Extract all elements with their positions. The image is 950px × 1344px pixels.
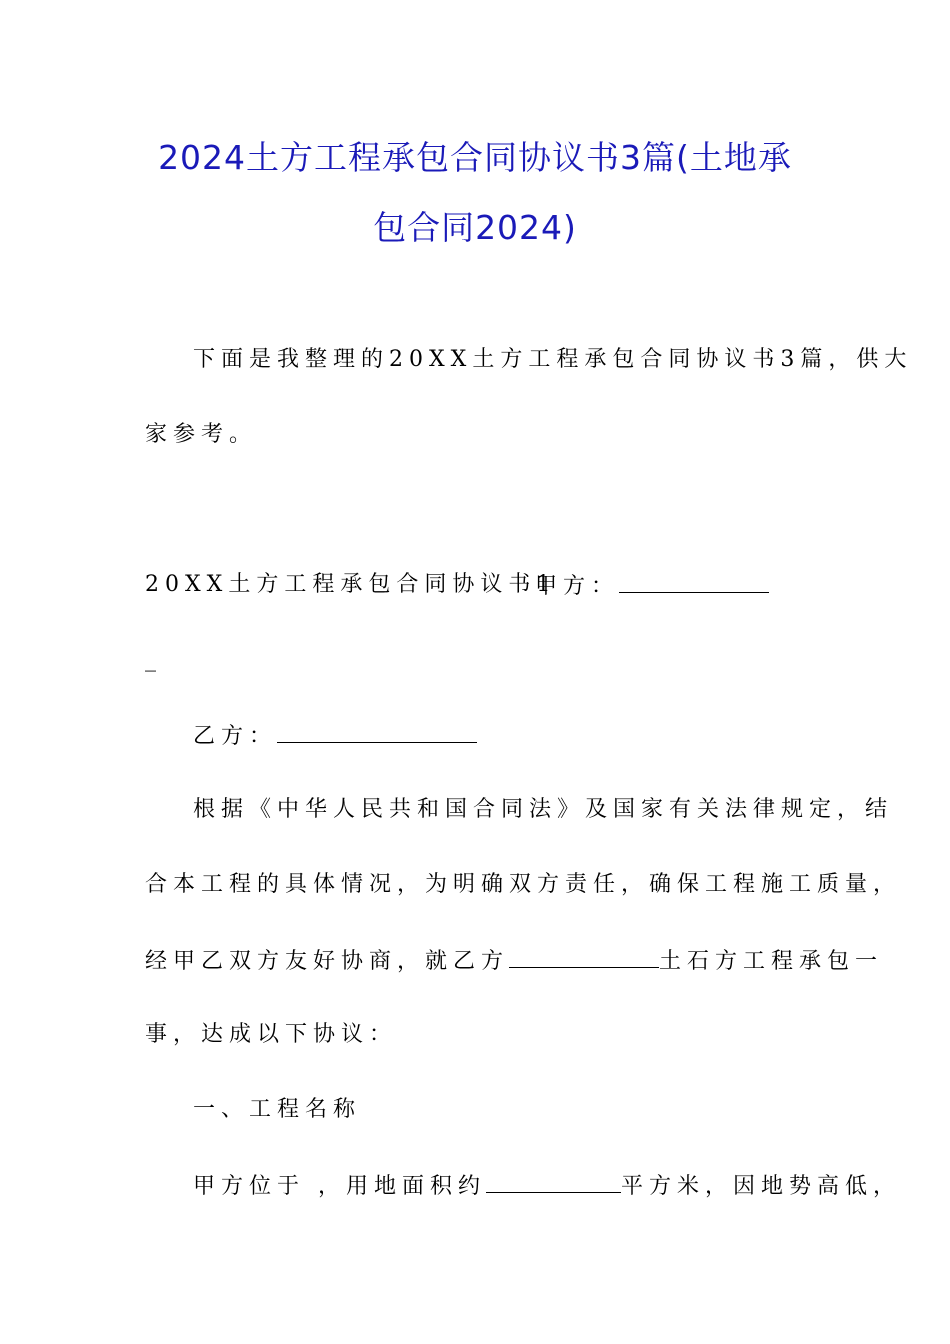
party-a-overflow: _ [145,647,162,672]
clause-1-line-1-start: 甲方位于 ，用地面积约 [193,1174,486,1199]
party-a-blank [619,570,769,593]
intro-line-1: 下面是我整理的20XX土方工程承包合同协议书3篇，供大 [193,347,913,372]
section-1-title: 20XX土方工程承包合同协议书1 [145,572,557,597]
paragraph-1-line-4: 事，达成以下协议： [145,1022,398,1047]
clause-1-line-1 [193,1170,901,1202]
document-title-line-2: 包合同2024) [373,208,577,247]
document-title-line-1: 2024土方工程承包合同协议书3篇(土地承 [158,138,792,177]
paragraph-1-line-3-start: 经甲乙双方友好协商，就乙方 [145,949,510,974]
clause-1-line-1-end: 平方米，因地势高低， [621,1174,902,1199]
clause-1-heading: 一、工程名称 [193,1097,362,1122]
paragraph-1-line-3-end: 土石方工程承包一 [659,949,884,974]
paragraph-1-line-2: 合本工程的具体情况，为明确双方责任，确保工程施工质量， [145,872,902,897]
intro-line-2: 家参考。 [145,422,258,447]
party-b-label: 乙方： [193,724,278,749]
paragraph-1-line-1: 根据《中华人民共和国合同法》及国家有关法律规定，结 [193,797,894,822]
party-b-row [193,720,477,752]
paragraph-1-line-3 [145,945,883,977]
party-a-label: 甲方： [535,574,620,599]
party-b-blank [277,720,477,743]
party-a-row [535,570,769,602]
project-name-blank [509,945,659,968]
area-blank [486,1170,621,1193]
section-heading [145,570,556,600]
